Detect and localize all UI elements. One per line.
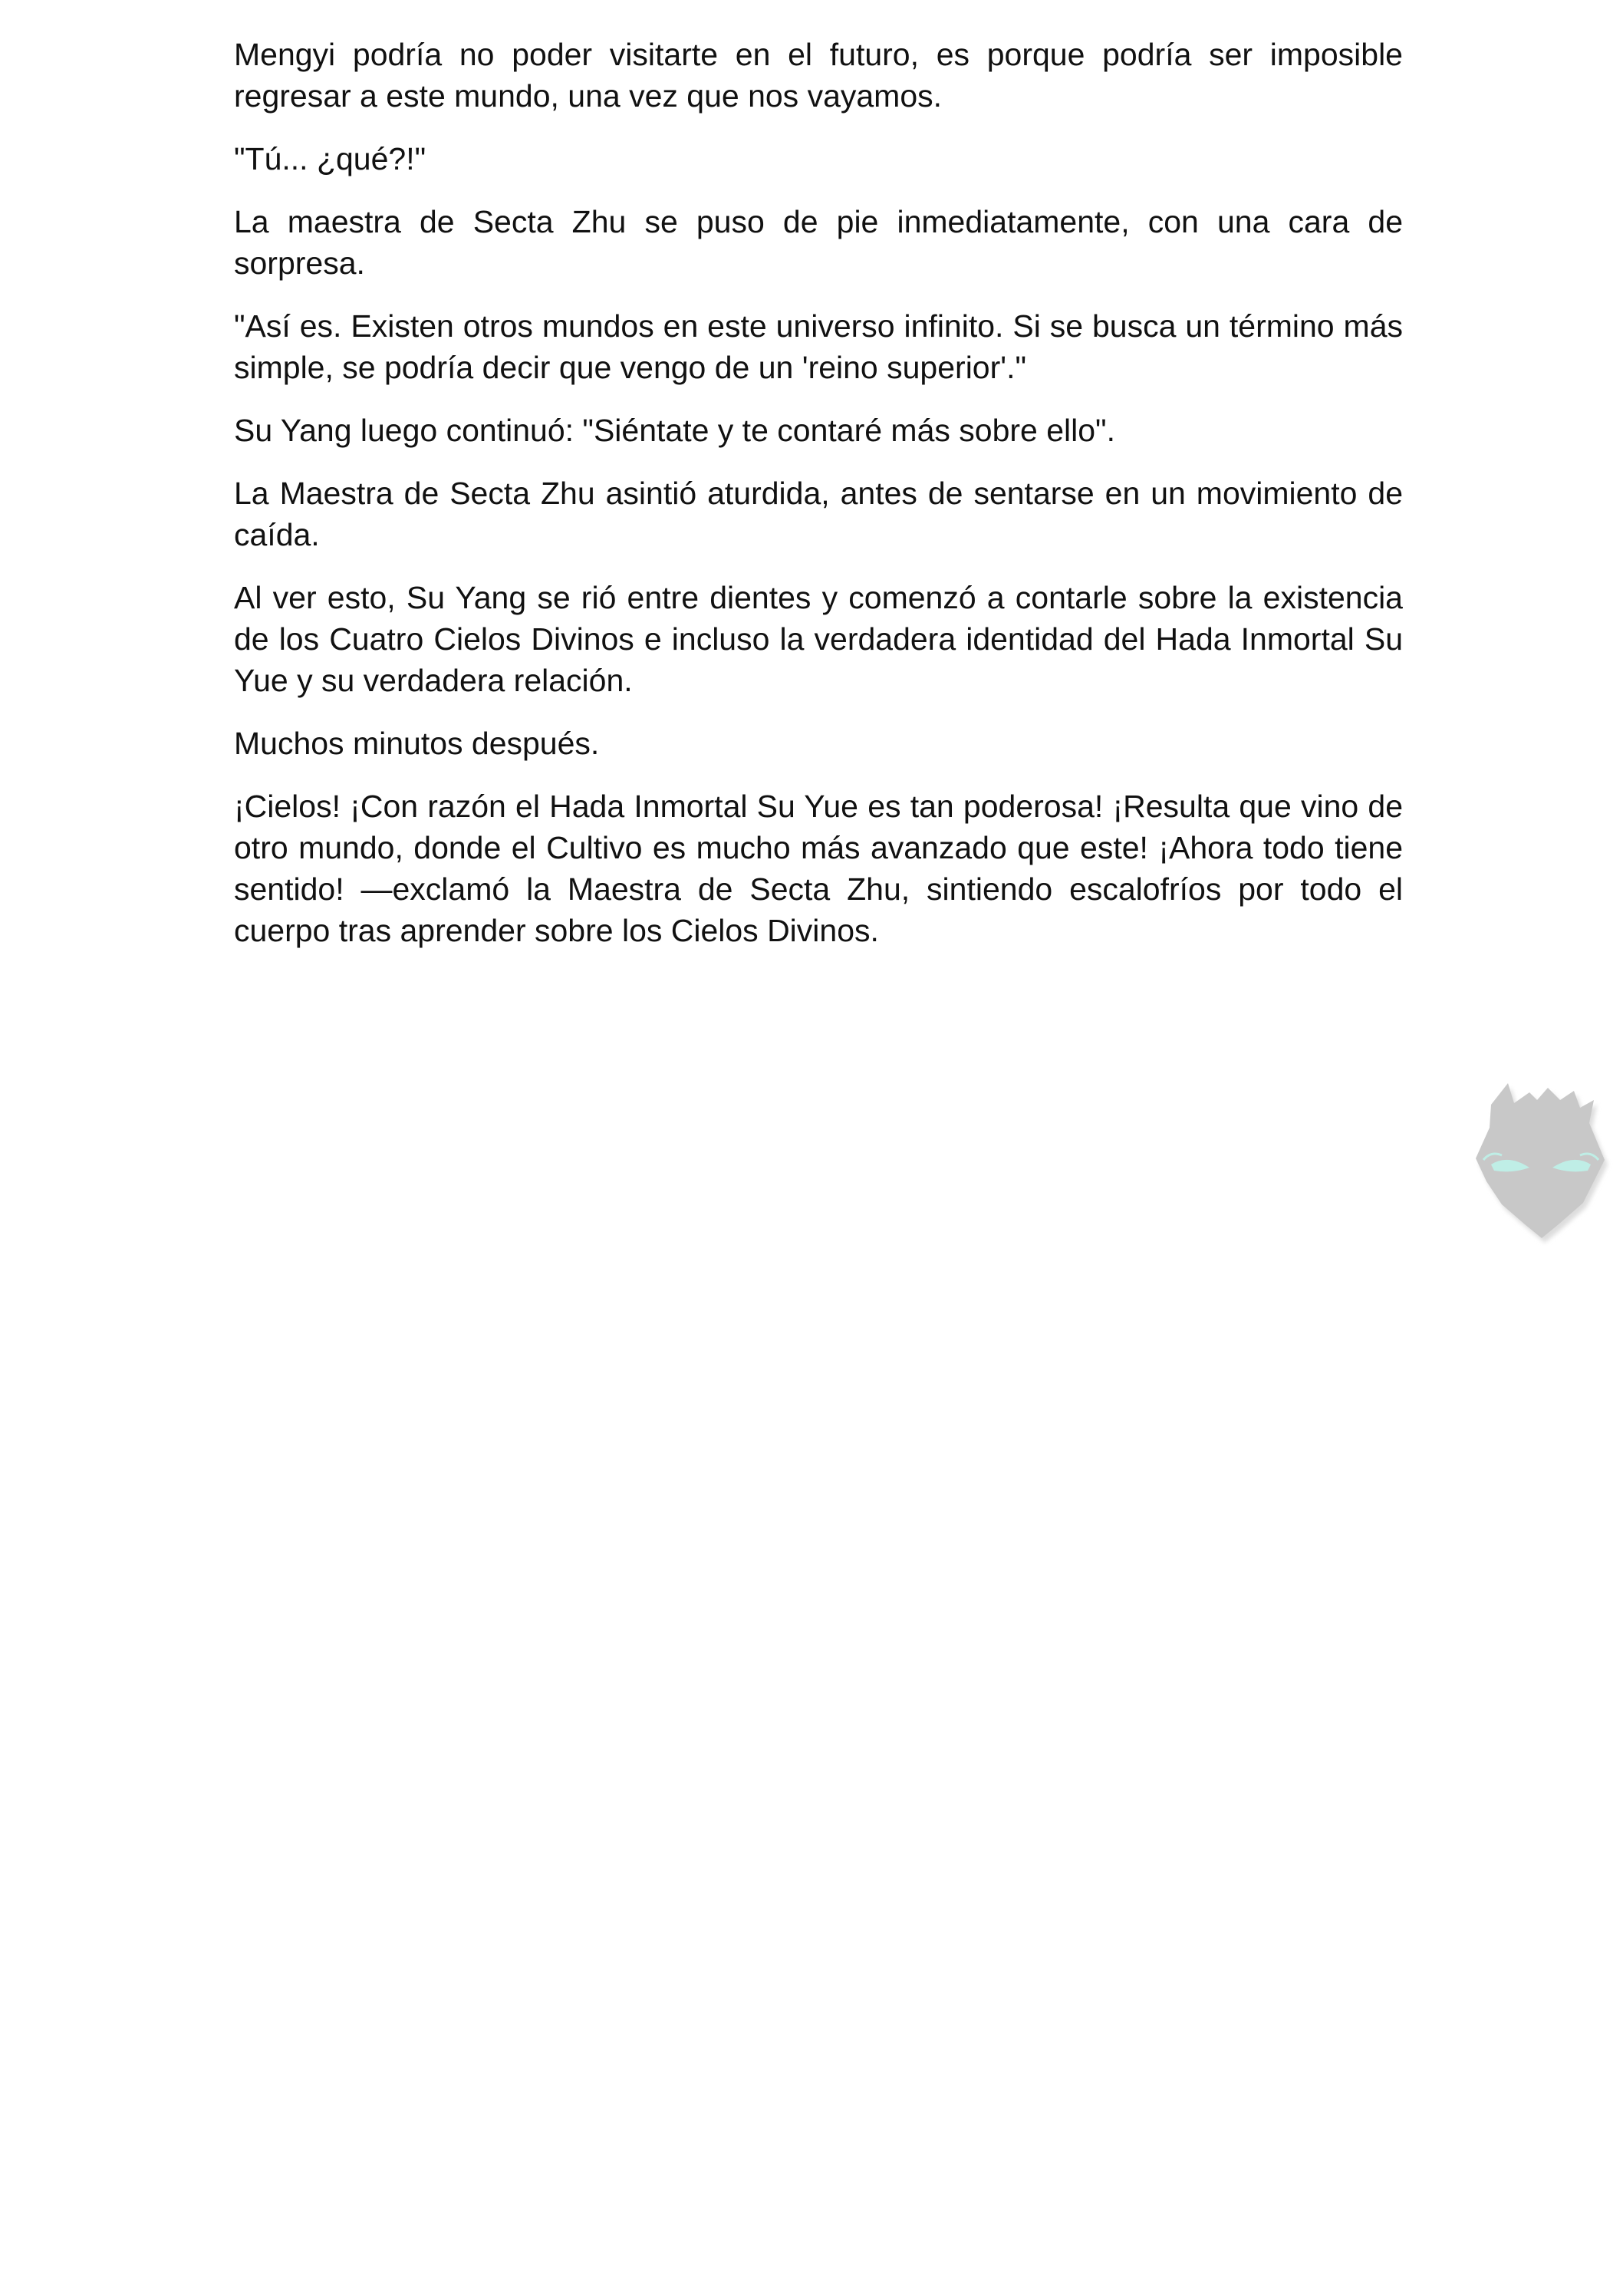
body-text: [234, 34, 1403, 973]
paragraph: La maestra de Secta Zhu se puso de pie inmediatamente, con una cara de sorpresa.: [234, 204, 1403, 281]
paragraph: Mengyi podría no poder visitarte en el futuro, es porque podría ser imposible regresar a este mundo, una vez que nos vayamos.: [234, 37, 1403, 114]
demon-head-icon: [1468, 1074, 1614, 1246]
paragraph: "Así es. Existen otros mundos en este universo infinito. Si se busca un término más simple, se podría decir que vengo de un 'reino superior'.": [234, 308, 1403, 385]
paragraph: ¡Cielos! ¡Con razón el Hada Inmortal Su Yue es tan poderosa! ¡Resulta que vino de otro mundo, donde el Cultivo es mucho más avanzado que este! ¡Ahora todo tiene sentido! —exclamó la Maestra de Secta Zhu, sintiendo escalofríos por todo el cuerpo tras aprender sobre los Cielos Divinos.: [234, 789, 1403, 948]
paragraph: Muchos minutos después.: [234, 726, 600, 761]
paragraph: "Tú... ¿qué?!": [234, 141, 426, 176]
paragraph: Al ver esto, Su Yang se rió entre dientes y comenzó a contarle sobre la existencia de los Cuatro Cielos Divinos e incluso la verdadera identidad del Hada Inmortal Su Yue y su verdadera relación.: [234, 580, 1403, 698]
paragraph: Su Yang luego continuó: "Siéntate y te contaré más sobre ello".: [234, 413, 1115, 448]
paragraph: La Maestra de Secta Zhu asintió aturdida, antes de sentarse en un movimiento de caída.: [234, 476, 1403, 552]
